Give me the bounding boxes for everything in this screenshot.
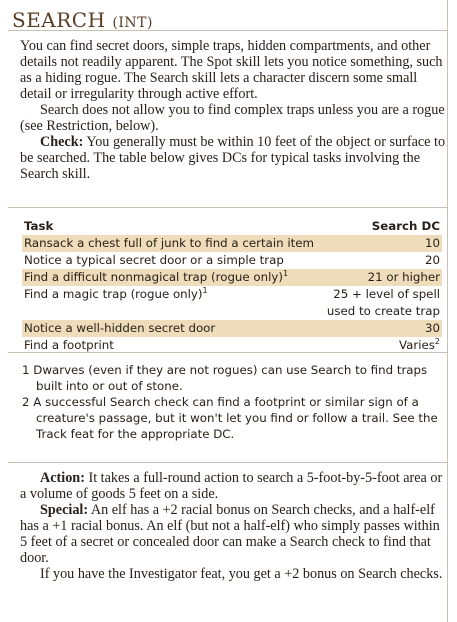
footnote-1 <box>22 362 442 394</box>
table-header-task: Task <box>24 219 54 233</box>
table-cell-task <box>24 286 208 303</box>
table-cell-dc-text: Varies <box>398 338 435 352</box>
footnote-text: Dwarves (even if they are not rogues) can use Search to find traps built into or out of stone. <box>33 363 428 393</box>
footnote-ref: 2 <box>434 337 440 347</box>
check-label: Check: <box>40 134 84 150</box>
table-row <box>22 252 442 269</box>
table-cell-dc: 10 <box>424 236 440 250</box>
check-text: You generally must be within 10 feet of the object or surface to be searched. The table below gives DCs for typical tasks involving the Search skill. <box>20 134 446 182</box>
table-row <box>22 286 442 320</box>
special-text: An elf has a +2 racial bonus on Search checks, and a half-elf has a +1 racial bonus. An elf (but not a half-elf) who simply passes within 5 feet of a secret or concealed door can make a Search check to find that door. <box>20 502 440 566</box>
table-footnotes <box>22 362 442 442</box>
special-label: Special: <box>40 502 89 518</box>
table-cell-dc-line-2: used to create trap <box>326 304 440 318</box>
investigator-paragraph: If you have the Investigator feat, you get a +2 bonus on Search checks. <box>40 566 443 582</box>
ruled-line <box>8 207 448 208</box>
rules-section <box>20 470 450 582</box>
page-title <box>12 8 153 32</box>
table-cell-dc: 20 <box>424 253 440 267</box>
table-cell-task-text: Find a difficult nonmagical trap (rogue only) <box>24 270 283 284</box>
footnote-ref: 1 <box>202 286 208 296</box>
ruled-line <box>8 462 448 463</box>
table-cell-dc <box>327 286 440 320</box>
table-row <box>22 337 442 354</box>
table-cell-task-text: Find a magic trap (rogue only) <box>24 287 203 301</box>
table-cell-task: Find a footprint <box>24 338 114 352</box>
table-cell-dc-line-1: 25 + level of spell <box>333 287 440 301</box>
action-text: It takes a full-round action to search a 5-foot-by-5-foot area or a volume of goods 5 feet on a side. <box>20 470 443 502</box>
intro-paragraph-1: You can find secret doors, simple traps, hidden compartments, and other details not readily apparent. The Spot skill lets you notice something, such as a hiding rogue. The Search skill lets a character discern some small detail or irregularity through active effort. <box>20 38 443 102</box>
table-cell-dc <box>399 337 440 354</box>
table-cell-task: Notice a well-hidden secret door <box>24 321 216 335</box>
table-cell-task: Ransack a chest full of junk to find a certain item <box>24 236 314 250</box>
title-text: SEARCH <box>12 8 106 32</box>
table-cell-task: Notice a typical secret door or a simple trap <box>24 253 284 267</box>
check-paragraph <box>20 134 450 182</box>
table-header-row <box>22 218 442 235</box>
footnote-2 <box>22 394 442 442</box>
table-row <box>22 269 442 286</box>
title-ability: (INT) <box>112 15 153 31</box>
table-cell-dc: 21 or higher <box>367 270 440 284</box>
intro-paragraph-2: Search does not allow you to find complex traps unless you are a rogue (see Restriction, below). <box>20 102 445 134</box>
table-cell-task <box>24 269 288 286</box>
special-paragraph <box>20 502 450 566</box>
search-dc-table <box>22 218 442 354</box>
action-label: Action: <box>40 470 85 486</box>
table-cell-dc: 30 <box>424 321 440 335</box>
footnote-number: 2 <box>22 395 30 409</box>
action-paragraph <box>20 470 450 502</box>
footnote-ref: 1 <box>282 269 289 279</box>
intro-section <box>20 38 450 182</box>
footnote-text: A successful Search check can find a footprint or similar sign of a creature's passage, but it won't let you find or follow a trail. See the Track feat for the appropriate DC. <box>33 395 438 441</box>
footnote-number: 1 <box>22 363 30 377</box>
table-row <box>22 235 442 252</box>
table-row <box>22 320 442 337</box>
table-header-dc: Search DC <box>371 219 440 233</box>
